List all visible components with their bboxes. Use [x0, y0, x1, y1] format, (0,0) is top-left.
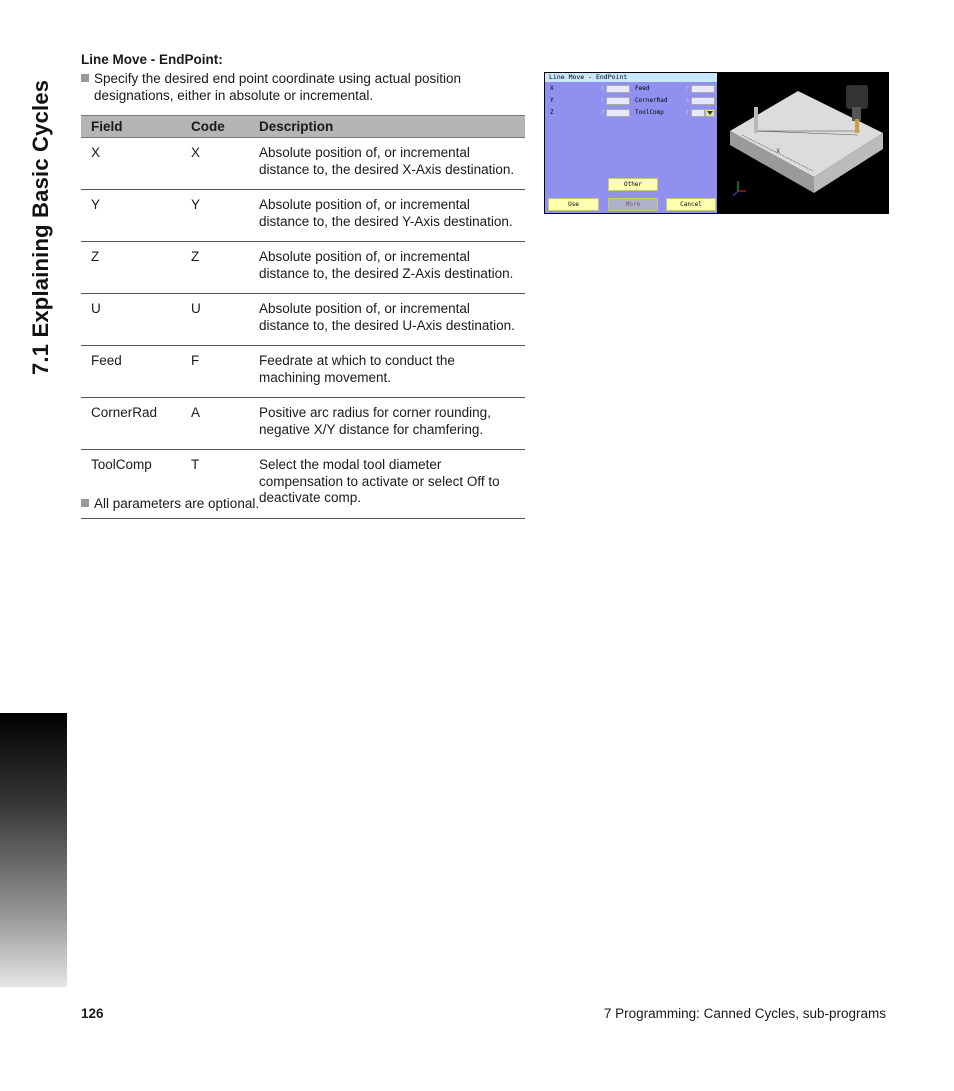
- endmill-icon: [855, 119, 859, 133]
- row-field: U: [81, 294, 181, 346]
- other-button[interactable]: Other: [608, 178, 658, 191]
- row-code: A: [181, 398, 249, 450]
- table-row: [81, 138, 525, 190]
- field-label-toolcomp: ToolComp: [635, 109, 664, 116]
- row-code: T: [181, 450, 249, 519]
- more-button[interactable]: More: [608, 198, 658, 211]
- row-description: [249, 242, 525, 294]
- row-description: [249, 398, 525, 450]
- description-line: Absolute position of, or incremental: [259, 249, 470, 264]
- dialog-title: Line Move - EndPoint: [545, 73, 717, 82]
- side-chapter-title: 7.1 Explaining Basic Cycles: [28, 79, 53, 375]
- side-gradient-bar: [0, 713, 67, 987]
- description-line: machining movement.: [259, 369, 392, 385]
- field-code-toolcomp: T: [686, 110, 690, 116]
- row-field: Z: [81, 242, 181, 294]
- note-bullet: All parameters are optional.: [81, 496, 259, 513]
- table-body: [81, 138, 525, 519]
- toolcomp-dropdown-button[interactable]: [705, 109, 715, 117]
- row-description: [249, 190, 525, 242]
- row-code: Z: [181, 242, 249, 294]
- row-code: X: [181, 138, 249, 190]
- cornerrad-input[interactable]: [691, 97, 715, 105]
- y-input[interactable]: [606, 97, 630, 105]
- use-button[interactable]: Use: [548, 198, 599, 211]
- cancel-button[interactable]: Cancel: [666, 198, 716, 211]
- field-label-x: X: [550, 85, 554, 92]
- row-field: ToolComp: [81, 450, 181, 519]
- section-title: Line Move - EndPoint:: [81, 52, 223, 67]
- parameter-table: [81, 115, 525, 519]
- field-label-z: Z: [550, 109, 554, 116]
- table-row: [81, 190, 525, 242]
- description-line: distance to, the desired Z-Axis destination.: [259, 265, 514, 281]
- description-line: negative X/Y distance for chamfering.: [259, 421, 484, 437]
- description-line: distance to, the desired X-Axis destination.: [259, 161, 515, 177]
- spindle-icon: [846, 85, 868, 109]
- line-move-dialog: [545, 73, 717, 213]
- row-field: X: [81, 138, 181, 190]
- field-code-x: X: [601, 86, 605, 92]
- row-code: F: [181, 346, 249, 398]
- field-label-cornerrad: CornerRad: [635, 97, 668, 104]
- z-input[interactable]: [606, 109, 630, 117]
- header-description: Description: [249, 116, 525, 138]
- row-field: Feed: [81, 346, 181, 398]
- row-description: [249, 138, 525, 190]
- feed-input[interactable]: [691, 85, 715, 93]
- field-label-feed: Feed: [635, 85, 650, 92]
- header-field: Field: [81, 116, 181, 138]
- axis-x-label: X: [776, 148, 781, 155]
- table-row: [81, 398, 525, 450]
- table-header-row: [81, 116, 525, 138]
- row-description: [249, 346, 525, 398]
- field-label-y: Y: [550, 97, 554, 104]
- row-code: Y: [181, 190, 249, 242]
- description-line: distance to, the desired Y-Axis destination.: [259, 213, 513, 229]
- description-line: Feedrate at which to conduct the: [259, 353, 455, 368]
- table-row: [81, 294, 525, 346]
- toolcomp-select[interactable]: [691, 109, 705, 117]
- row-description: [249, 294, 525, 346]
- description-line: compensation to activate or select Off to: [259, 473, 500, 489]
- line-move-screenshot: [544, 72, 889, 214]
- row-field: CornerRad: [81, 398, 181, 450]
- tool-holder-icon: [852, 107, 861, 121]
- description-line: deactivate comp.: [259, 490, 362, 505]
- chapter-footer: 7 Programming: Canned Cycles, sub-programs: [603, 1006, 886, 1021]
- row-code: U: [181, 294, 249, 346]
- field-code-cornerrad: A: [686, 98, 690, 104]
- x-input[interactable]: [606, 85, 630, 93]
- 3d-toolpath-view: [718, 73, 888, 213]
- field-code-y: Y: [601, 98, 605, 104]
- description-line: Absolute position of, or incremental: [259, 301, 470, 316]
- bullet-square-icon: [81, 499, 89, 507]
- table-row: [81, 346, 525, 398]
- description-line: Positive arc radius for corner rounding,: [259, 405, 491, 420]
- description-line: Absolute position of, or incremental: [259, 145, 470, 160]
- start-tool-marker: [754, 107, 758, 133]
- description-line: Select the modal tool diameter: [259, 457, 442, 472]
- header-code: Code: [181, 116, 249, 138]
- table-row: [81, 242, 525, 294]
- field-code-z: Z: [601, 110, 605, 116]
- row-description: [249, 450, 525, 519]
- field-code-feed: F: [686, 86, 690, 92]
- chevron-down-icon: [706, 110, 714, 116]
- bullet-square-icon: [81, 74, 89, 82]
- row-field: Y: [81, 190, 181, 242]
- description-line: distance to, the desired U-Axis destination.: [259, 317, 515, 333]
- intro-bullet: Specify the desired end point coordinate using actual position designations, either in absolute or incremental.: [81, 71, 461, 104]
- page-number: 126: [81, 1006, 104, 1021]
- description-line: Absolute position of, or incremental: [259, 197, 470, 212]
